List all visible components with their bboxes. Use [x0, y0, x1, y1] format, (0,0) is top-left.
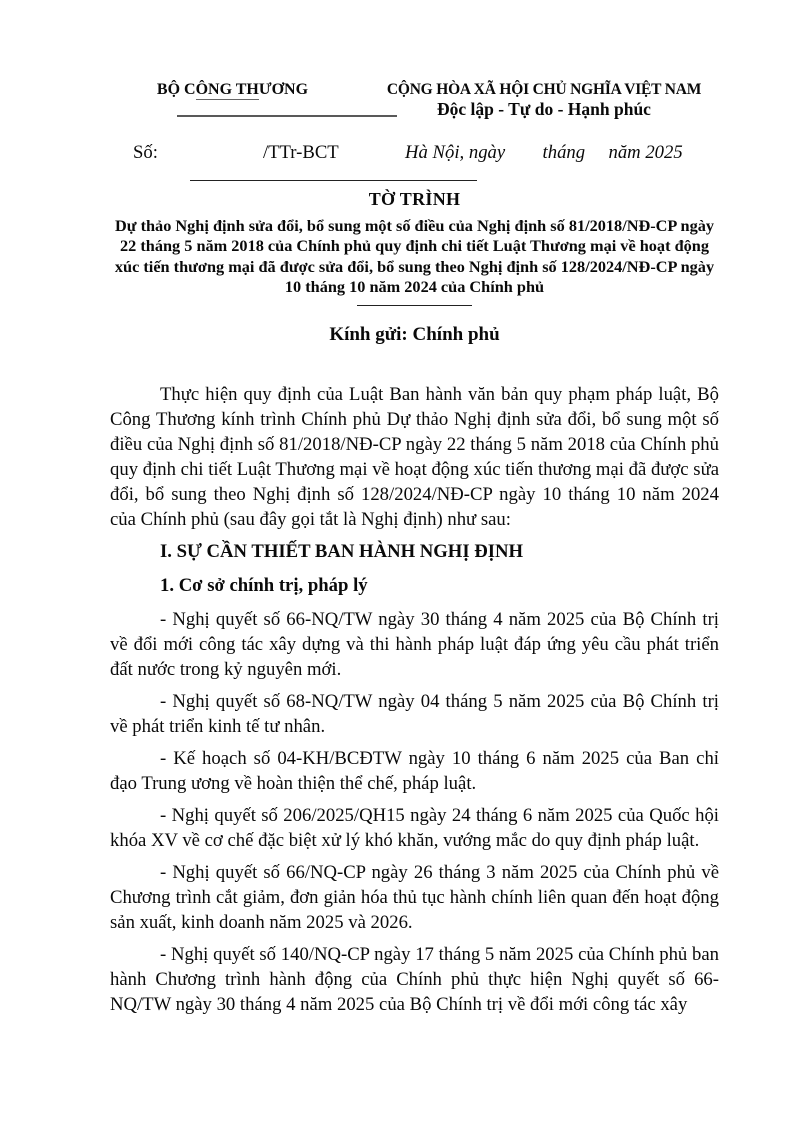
- issuing-agency-block: [110, 80, 355, 120]
- intro-paragraph: Thực hiện quy định của Luật Ban hành văn bản quy phạm pháp luật, Bộ Công Thương kính trình Chính phủ Dự thảo Nghị định sửa đổi, bổ sung một số điều của Nghị định số 81/2018/NĐ-CP ngày 22 tháng 5 năm 2018 của Chính phủ quy định chi tiết Luật Thương mại về hoạt động xúc tiến thương mại đã được sửa đổi, bổ sung theo Nghị định số 128/2024/NĐ-CP ngày 10 tháng 10 năm 2024 của Chính phủ (sau đây gọi tắt là Nghị định) như sau:: [110, 383, 719, 530]
- document-header: [110, 80, 719, 120]
- reference-row: [110, 141, 719, 164]
- subject-separator-line: [357, 305, 472, 306]
- place-and-date: Hà Nội, ngày tháng năm 2025: [405, 142, 683, 163]
- bullet-paragraph: - Kế hoạch số 04-KH/BCĐTW ngày 10 tháng 6 năm 2025 của Ban chỉ đạo Trung ương về hoàn thiện thể chế, pháp luật.: [110, 747, 719, 794]
- section-heading: I. SỰ CẦN THIẾT BAN HÀNH NGHỊ ĐỊNH: [160, 540, 524, 562]
- issuing-agency-name: [110, 80, 355, 99]
- salutation: Kính gửi: Chính phủ: [329, 323, 500, 345]
- agency-separator-line: [177, 115, 397, 117]
- agency-name-suffix: ƯƠNG: [258, 81, 309, 98]
- bullet-paragraph: - Nghị quyết số 206/2025/QH15 ngày 24 tháng 6 năm 2025 của Quốc hội khóa XV về cơ chế đặc biệt xử lý khó khăn, vướng mắc do quy định pháp luật.: [110, 804, 719, 851]
- national-motto-line1: CỘNG HÒA XÃ HỘI CHỦ NGHĨA VIỆT NAM: [386, 81, 702, 98]
- document-body: [110, 382, 719, 1017]
- document-number-value: /TTr-BCT: [262, 142, 339, 163]
- document-type-title: TỜ TRÌNH: [368, 189, 461, 209]
- national-motto-line2: Độc lập - Tự do - Hạnh phúc: [437, 99, 651, 119]
- bullet-paragraph: - Nghị quyết số 140/NQ-CP ngày 17 tháng 5 năm 2025 của Chính phủ ban hành Chương trình hành động của Chính phủ thực hiện Nghị quyết số 66-NQ/TW ngày 30 tháng 4 năm 2025 của Bộ Chính trị về đổi mới công tác xây: [110, 943, 719, 1015]
- title-separator-line: [190, 180, 477, 181]
- document-number-block: [110, 141, 362, 164]
- subsection-heading: 1. Cơ sở chính trị, pháp lý: [160, 574, 368, 596]
- document-number-label: Số:: [133, 142, 158, 163]
- bullet-paragraph: - Nghị quyết số 66-NQ/TW ngày 30 tháng 4 năm 2025 của Bộ Chính trị về đổi mới công tác xây dựng và thi hành pháp luật đáp ứng yêu cầu phát triển đất nước trong kỷ nguyên mới.: [110, 608, 719, 680]
- agency-name-prefix: BỘ C: [156, 81, 196, 98]
- document-subject: Dự thảo Nghị định sửa đổi, bổ sung một số điều của Nghị định số 81/2018/NĐ-CP ngày 22 tháng 5 năm 2018 của Chính phủ quy định chi tiết Luật Thương mại về hoạt động xúc tiến thương mại đã được sửa đổi, bổ sung theo Nghị định số 128/2024/NĐ-CP ngày 10 tháng 10 năm 2024 của Chính phủ: [114, 216, 715, 297]
- agency-name-underlined-segment: ÔNG TH: [195, 81, 259, 98]
- bullet-paragraph: - Nghị quyết số 66/NQ-CP ngày 26 tháng 3 năm 2025 của Chính phủ về Chương trình cắt giảm, đơn giản hóa thủ tục hành chính liên quan đến hoạt động sản xuất, kinh doanh năm 2025 và 2026.: [110, 861, 719, 933]
- national-motto-block: [379, 80, 709, 120]
- bullet-paragraph: - Nghị quyết số 68-NQ/TW ngày 04 tháng 5 năm 2025 của Bộ Chính trị về phát triển kinh tế tư nhân.: [110, 690, 719, 737]
